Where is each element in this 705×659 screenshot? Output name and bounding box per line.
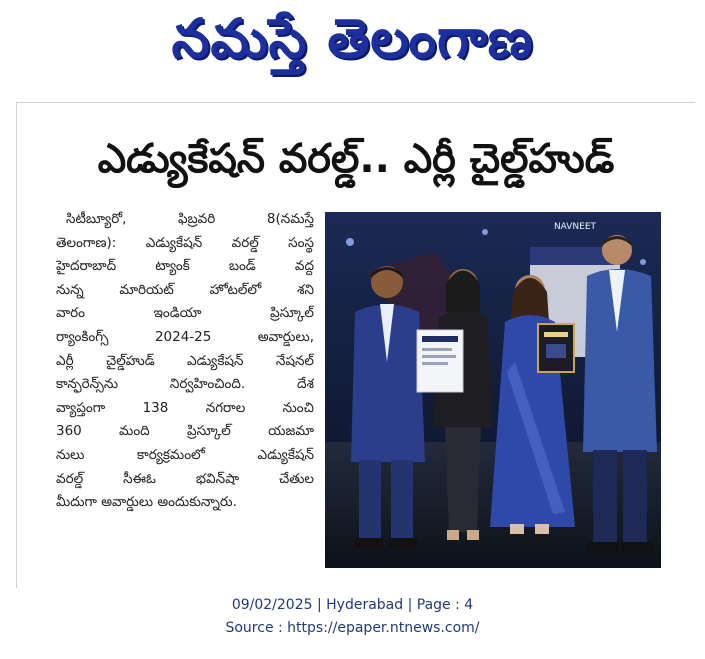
- stage-light: [640, 259, 646, 265]
- article-line: హైదరాబాద్ ట్యాంక్ బండ్ వద్ద: [56, 258, 314, 275]
- award-trophy-plaque: [538, 324, 574, 372]
- footer-source-line: Source : https://epaper.ntnews.com/: [225, 620, 480, 636]
- award-ceremony-photo: [325, 212, 661, 568]
- newspaper-masthead: [0, 4, 705, 74]
- article-line: తెలంగాణ): ఎడ్యుకేషన్ వరల్డ్ సంస్థ: [56, 234, 314, 251]
- backdrop-banner-text: NAVNEET: [553, 222, 597, 232]
- article-line: వ్యాప్తంగా 138 నగరాల నుంచి: [56, 399, 314, 416]
- footer-date-line: 09/02/2025 | Hyderabad | Page : 4: [231, 597, 474, 613]
- article-line: మీదుగా అవార్డులు అందుకున్నారు.: [56, 494, 237, 511]
- article-line: వారం ఇండియా ప్రిస్కూల్: [56, 305, 314, 322]
- masthead-title: నమస్తే తెలంగాణ: [171, 7, 534, 70]
- award-photo-illustration: [325, 212, 661, 568]
- article-line: నులు కార్యక్రమంలో ఎడ్యుకేషన్: [56, 446, 314, 463]
- article-line: కాన్ఫరెన్స్‌ను నిర్వహించింది. దేశ: [56, 376, 314, 393]
- article-line: ఎర్లీ చైల్డ్‌హుడ్ ఎడ్యుకేషన్ నేషనల్: [56, 352, 314, 369]
- article-line: ర్యాంకింగ్స్ 2024-25 అవార్డులు,: [56, 328, 314, 345]
- stage-light: [346, 238, 354, 246]
- article-line: సిటీబ్యూరో, ఫిబ్రవరి 8(నమస్తే: [66, 211, 314, 227]
- award-certificate: [417, 330, 463, 392]
- article-line: వరల్డ్ సీఈఓ భవిన్‌షా చేతుల: [56, 470, 314, 487]
- stage-light: [482, 229, 488, 235]
- article-line: 360 మంది ప్రిస్కూల్ యజమా: [56, 423, 314, 440]
- article-line: నున్న మారియట్ హోటల్‌లో శని: [56, 281, 314, 298]
- article-body: [56, 208, 314, 515]
- article-headline: ఎడ్యుకేషన్ వరల్డ్.. ఎర్లీ చైల్డ్‌హుడ్: [97, 136, 615, 182]
